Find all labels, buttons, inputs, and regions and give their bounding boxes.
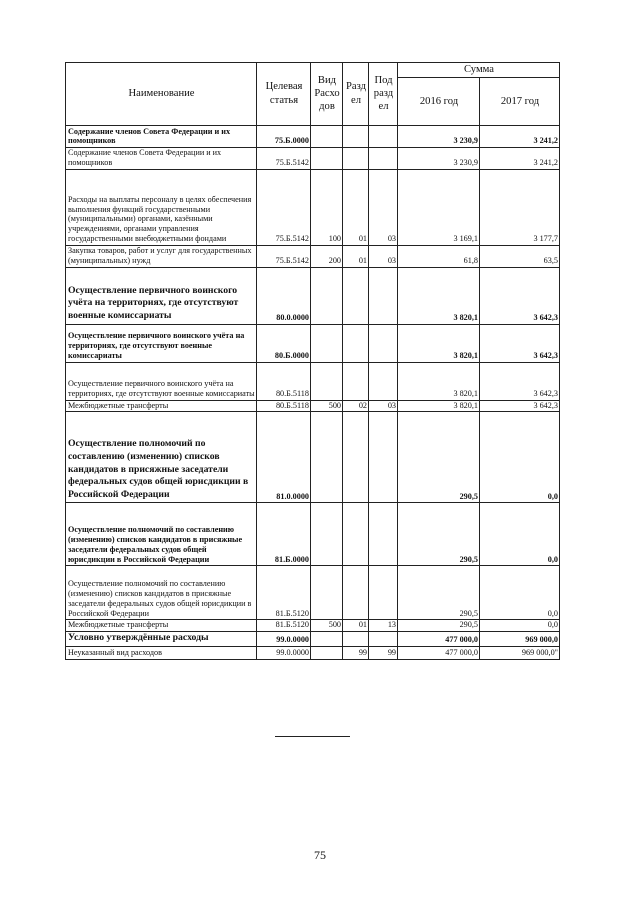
cell-vid: [311, 566, 343, 620]
header-name: Наименование: [66, 63, 257, 126]
cell-2017: 3 241,2: [480, 126, 560, 148]
table-row: [66, 503, 560, 566]
cell-2017: 3 241,2: [480, 148, 560, 170]
table-row: [66, 646, 560, 659]
cell-podrazdel: [369, 566, 398, 620]
cell-vid: [311, 646, 343, 659]
cell-name: Осуществление полномочий по составлению (изменению) списков кандидатов в присяжные заседатели федеральных судов общей юрисдикции в Российской Федерации: [66, 503, 257, 566]
cell-razdel: [343, 412, 369, 503]
cell-razdel: [343, 148, 369, 170]
cell-name: Межбюджетные трансферты: [66, 400, 257, 412]
header-code: Целевая статья: [257, 63, 311, 126]
table-row: [66, 245, 560, 267]
table-row: [66, 148, 560, 170]
cell-code: 75.Б.5142: [257, 169, 311, 245]
cell-razdel: [343, 126, 369, 148]
page-number: 75: [314, 848, 326, 862]
cell-2016: 3 230,9: [398, 126, 480, 148]
cell-razdel: [343, 632, 369, 647]
cell-name: Условно утверждённые расходы: [66, 632, 257, 647]
cell-2017: 969 000,0": [480, 646, 560, 659]
cell-code: 81.Б.5120: [257, 620, 311, 632]
cell-podrazdel: 03: [369, 169, 398, 245]
cell-podrazdel: 03: [369, 400, 398, 412]
cell-2016: 61,8: [398, 245, 480, 267]
cell-name: Межбюджетные трансферты: [66, 620, 257, 632]
cell-code: 75.Б.5142: [257, 148, 311, 170]
cell-podrazdel: [369, 148, 398, 170]
cell-2017: 3 642,3: [480, 267, 560, 324]
cell-2017: 3 642,3: [480, 362, 560, 400]
cell-name: Осуществление первичного воинского учёта на территориях, где отсутствуют военные комиссариаты: [66, 362, 257, 400]
cell-podrazdel: 13: [369, 620, 398, 632]
cell-podrazdel: [369, 362, 398, 400]
cell-code: 80.Б.0000: [257, 324, 311, 362]
table-row: [66, 324, 560, 362]
cell-vid: [311, 503, 343, 566]
cell-podrazdel: [369, 126, 398, 148]
table-row: [66, 400, 560, 412]
cell-razdel: [343, 324, 369, 362]
cell-2017: 0,0: [480, 566, 560, 620]
cell-name: Содержание членов Совета Федерации и их помощников: [66, 126, 257, 148]
cell-name: Содержание членов Совета Федерации и их помощников: [66, 148, 257, 170]
cell-2017: 63,5: [480, 245, 560, 267]
cell-vid: 200: [311, 245, 343, 267]
cell-2017: 969 000,0: [480, 632, 560, 647]
cell-podrazdel: [369, 632, 398, 647]
cell-2016: 477 000,0: [398, 646, 480, 659]
cell-2016: 290,5: [398, 412, 480, 503]
cell-razdel: [343, 503, 369, 566]
table-body: [66, 126, 560, 660]
cell-code: 80.0.0000: [257, 267, 311, 324]
cell-vid: [311, 632, 343, 647]
cell-2016: 3 820,1: [398, 362, 480, 400]
cell-2017: 0,0: [480, 412, 560, 503]
cell-code: 80.Б.5118: [257, 362, 311, 400]
cell-name: Закупка товаров, работ и услуг для государственных (муниципальных) нужд: [66, 245, 257, 267]
cell-name: Расходы на выплаты персоналу в целях обеспечения выполнения функций государственными (муниципальными) органами, казёнными учреждениями, органами управления государственными внебюджетными фондами: [66, 169, 257, 245]
cell-podrazdel: [369, 412, 398, 503]
cell-vid: [311, 412, 343, 503]
cell-vid: [311, 324, 343, 362]
cell-podrazdel: [369, 503, 398, 566]
header-2016: 2016 год: [398, 78, 480, 126]
table-row: [66, 412, 560, 503]
table-row: [66, 267, 560, 324]
cell-2016: 3 820,1: [398, 267, 480, 324]
cell-vid: [311, 267, 343, 324]
cell-2017: 0,0: [480, 620, 560, 632]
cell-code: 81.Б.5120: [257, 566, 311, 620]
header-podrazdel: Под разд ел: [369, 63, 398, 126]
cell-2016: 3 820,1: [398, 400, 480, 412]
cell-code: 81.0.0000: [257, 412, 311, 503]
cell-name: Неуказанный вид расходов: [66, 646, 257, 659]
cell-2016: 3 820,1: [398, 324, 480, 362]
cell-razdel: [343, 566, 369, 620]
cell-2017: 3 177,7: [480, 169, 560, 245]
header-sum: Сумма: [398, 63, 560, 78]
table-row: [66, 620, 560, 632]
cell-razdel: 02: [343, 400, 369, 412]
header-2017: 2017 год: [480, 78, 560, 126]
table-row: [66, 632, 560, 647]
table-row: [66, 362, 560, 400]
table-row: [66, 126, 560, 148]
cell-podrazdel: [369, 324, 398, 362]
cell-name: Осуществление полномочий по составлению (изменению) списков кандидатов в присяжные заседатели федеральных судов общей юрисдикции в Российской Федерации: [66, 412, 257, 503]
cell-2016: 290,5: [398, 566, 480, 620]
cell-vid: 500: [311, 620, 343, 632]
cell-vid: [311, 148, 343, 170]
cell-name: Осуществление полномочий по составлению (изменению) списков кандидатов в присяжные заседатели федеральных судов общей юрисдикции в Российской Федерации: [66, 566, 257, 620]
budget-table: [65, 62, 560, 660]
cell-razdel: [343, 267, 369, 324]
cell-code: 99.0.0000: [257, 646, 311, 659]
cell-vid: 500: [311, 400, 343, 412]
cell-vid: [311, 362, 343, 400]
cell-podrazdel: 99: [369, 646, 398, 659]
cell-code: 99.0.0000: [257, 632, 311, 647]
cell-code: 75.Б.0000: [257, 126, 311, 148]
cell-2016: 290,5: [398, 620, 480, 632]
cell-code: 75.Б.5142: [257, 245, 311, 267]
cell-vid: 100: [311, 169, 343, 245]
table-row: [66, 169, 560, 245]
cell-name: Осуществление первичного воинского учёта на территориях, где отсутствуют военные комиссариаты: [66, 324, 257, 362]
cell-podrazdel: 03: [369, 245, 398, 267]
cell-razdel: 01: [343, 169, 369, 245]
cell-2017: 3 642,3: [480, 324, 560, 362]
separator-line: [275, 736, 350, 737]
cell-vid: [311, 126, 343, 148]
table-row: [66, 566, 560, 620]
cell-name: Осуществление первичного воинского учёта на территориях, где отсутствуют военные комиссариаты: [66, 267, 257, 324]
cell-2017: 0,0: [480, 503, 560, 566]
cell-razdel: 99: [343, 646, 369, 659]
cell-2016: 3 169,1: [398, 169, 480, 245]
cell-razdel: [343, 362, 369, 400]
cell-podrazdel: [369, 267, 398, 324]
header-vid: Вид Расхо дов: [311, 63, 343, 126]
cell-2016: 290,5: [398, 503, 480, 566]
cell-2016: 3 230,9: [398, 148, 480, 170]
cell-2017: 3 642,3: [480, 400, 560, 412]
cell-razdel: 01: [343, 620, 369, 632]
cell-2016: 477 000,0: [398, 632, 480, 647]
header-razdel: Разд ел: [343, 63, 369, 126]
cell-code: 81.Б.0000: [257, 503, 311, 566]
cell-code: 80.Б.5118: [257, 400, 311, 412]
cell-razdel: 01: [343, 245, 369, 267]
